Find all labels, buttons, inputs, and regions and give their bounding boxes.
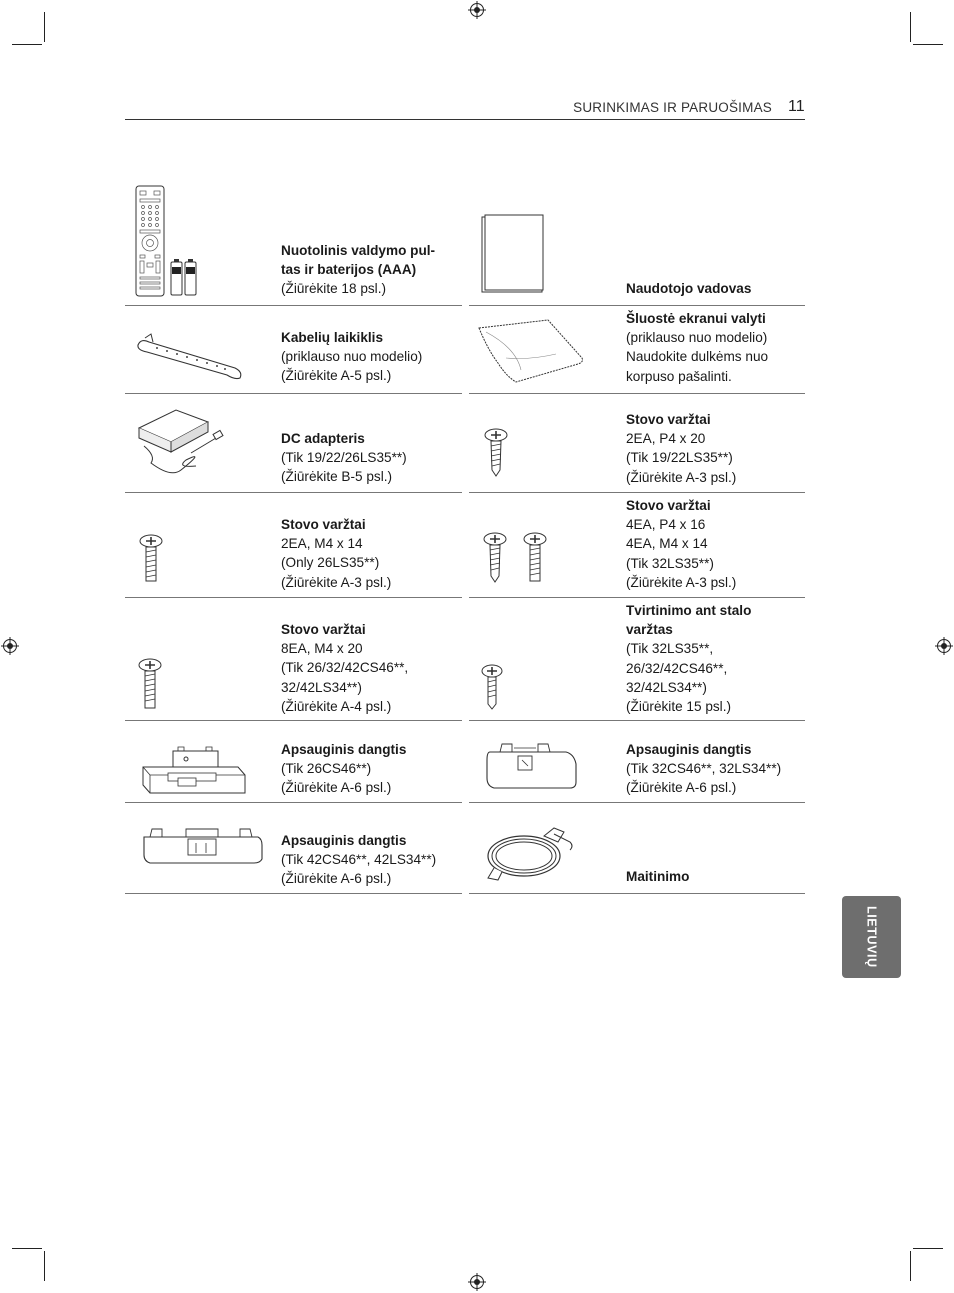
item-stand-screws-m4x20: Stovo varžtai 8EA, M4 x 20 (Tik 26/32/42CS46**, 32/42LS34**) (Žiūrėkite A-4 psl.) — [281, 622, 409, 714]
page-number: 11 — [788, 98, 805, 115]
crop-mark — [913, 44, 943, 45]
dc-adapter-icon — [136, 408, 226, 478]
crop-mark — [12, 44, 42, 45]
row-divider — [125, 597, 462, 598]
cleaning-cloth-icon — [476, 318, 586, 384]
row-divider — [469, 393, 805, 394]
item-power-cord: Maitinimo — [626, 869, 690, 884]
crop-mark — [910, 12, 911, 42]
row-divider — [125, 393, 462, 394]
item-stand-screws-m4x14: Stovo varžtai 2EA, M4 x 14 (Only 26LS35**) (Žiūrėkite A-3 psl.) — [281, 517, 392, 590]
screw-icon — [139, 534, 163, 584]
screw-icon — [484, 428, 508, 478]
row-divider — [469, 893, 805, 894]
crop-mark — [910, 1251, 911, 1281]
power-cord-icon — [484, 824, 576, 884]
crop-mark — [44, 1251, 45, 1281]
row-divider — [469, 597, 805, 598]
registration-mark-icon — [468, 1273, 486, 1291]
row-divider — [125, 720, 462, 721]
item-protective-cover-26: Apsauginis dangtis (Tik 26CS46**) (Žiūrėkite A-6 psl.) — [281, 742, 407, 796]
item-protective-cover-42: Apsauginis dangtis (Tik 42CS46**, 42LS34**) (Žiūrėkite A-6 psl.) — [281, 833, 437, 887]
header-rule — [125, 119, 805, 120]
registration-mark-icon — [935, 637, 953, 655]
user-manual-icon — [481, 214, 545, 294]
row-divider — [469, 720, 805, 721]
item-protective-cover-32: Apsauginis dangtis (Tik 32CS46**, 32LS34**) (Žiūrėkite A-6 psl.) — [626, 742, 782, 796]
item-user-manual: Naudotojo vadovas — [626, 281, 752, 296]
row-divider — [125, 305, 462, 306]
item-cable-holder: Kabelių laikiklis (priklauso nuo modelio) (Žiūrėkite A-5 psl.) — [281, 330, 423, 384]
row-divider — [469, 802, 805, 803]
row-divider — [125, 802, 462, 803]
protective-cover-icon — [140, 825, 264, 865]
screw-icon — [483, 532, 507, 584]
protective-cover-icon — [138, 745, 248, 797]
row-divider — [469, 305, 805, 306]
row-divider — [125, 893, 462, 894]
row-divider — [469, 492, 805, 493]
row-divider — [125, 492, 462, 493]
crop-mark — [44, 12, 45, 42]
item-stand-screws-p4x16: Stovo varžtai 4EA, P4 x 16 4EA, M4 x 14 (Tik 32LS35**) (Žiūrėkite A-3 psl.) — [626, 498, 737, 590]
language-tab — [842, 896, 901, 978]
language-tab-label: LIETUVIŲ — [864, 906, 879, 968]
remote-control-icon — [135, 185, 200, 298]
crop-mark — [913, 1248, 943, 1249]
item-desk-mount-screw: Tvirtinimo ant stalo varžtas (Tik 32LS35**, 26/32/42CS46**, 32/42LS34**) (Žiūrėkite 15 psl.) — [626, 603, 752, 715]
item-remote-control: Nuotolinis valdymo pul- tas ir baterijos (AAA) (Žiūrėkite 18 psl.) — [281, 243, 436, 297]
crop-mark — [12, 1248, 42, 1249]
screw-icon — [481, 664, 503, 710]
cable-holder-icon — [135, 330, 247, 382]
screw-icon — [138, 658, 162, 710]
item-stand-screws-p4x20: Stovo varžtai 2EA, P4 x 20 (Tik 19/22LS35**) (Žiūrėkite A-3 psl.) — [626, 412, 737, 485]
item-dc-adapter: DC adapteris (Tik 19/22/26LS35**) (Žiūrėkite B-5 psl.) — [281, 431, 407, 485]
protective-cover-icon — [484, 740, 580, 790]
registration-mark-icon — [468, 1, 486, 19]
item-cleaning-cloth: Šluostė ekranui valyti (priklauso nuo modelio) Naudokite dulkėms nuo korpuso pašalinti. — [626, 311, 769, 384]
section-title: SURINKIMAS IR PARUOŠIMAS — [573, 100, 772, 115]
registration-mark-icon — [1, 637, 19, 655]
screw-icon — [523, 532, 547, 584]
